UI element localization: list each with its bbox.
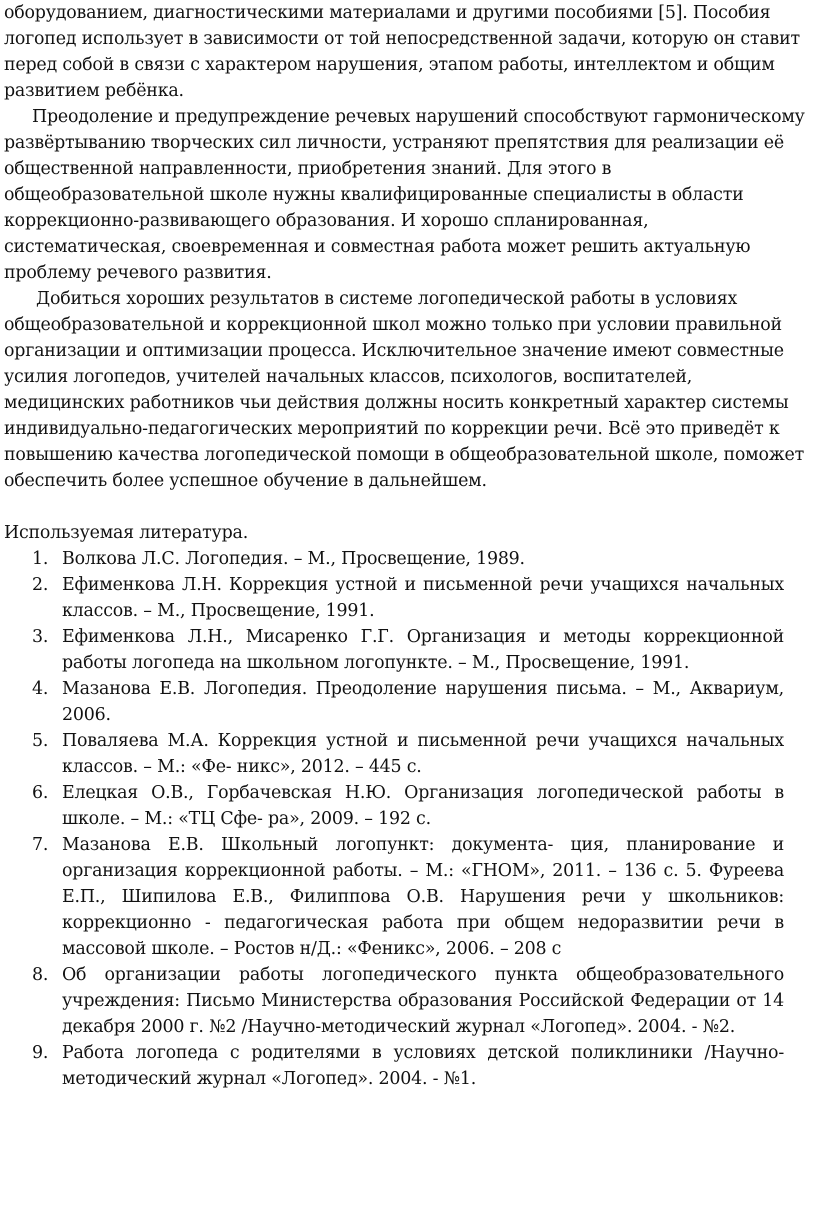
spacer: [4, 494, 812, 520]
literature-item-text: Елецкая О.В., Горбачевская Н.Ю. Организация логопедической работы в школе. – М.: «ТЦ Сфе- ра», 2009. – 192 с.: [62, 783, 784, 829]
literature-item: [4, 832, 812, 962]
body-paragraph-1: оборудованием, диагностическими материалами и другими пособиями [5]. Пособия логопед использует в зависимости от той непосредственной задачи, которую он ставит перед собой в связи с характером нарушения, этапом работы, интеллектом и общим развитием ребёнка.: [4, 3, 800, 101]
literature-list: [4, 546, 812, 1092]
literature-item: [4, 624, 812, 676]
literature-item: [4, 572, 812, 624]
body-paragraph-2: Преодоление и предупреждение речевых нарушений способствуют гармоническому развёртыванию творческих сил личности, устраняют препятствия для реализации её общественной направленности, приобретения знаний. Для этого в общеобразовательной школе нужны квалифицированные специалисты в области коррекционно-развивающего образования. И хорошо спланированная, систематическая, своевременная и совместная работа может решить актуальную проблему речевого развития.: [4, 107, 805, 283]
literature-item: [4, 1040, 812, 1092]
literature-item-number: 8.: [32, 965, 49, 985]
body-paragraph-3: Добиться хороших результатов в системе логопедической работы в условиях общеобразовательной и коррекционной школ можно только при условии правильной организации и оптимизации процесса. Исключительное значение имеют совместные усилия логопедов, учителей начальных классов, психологов, воспитателей, медицинских работников чьи действия должны носить конкретный характер системы индивидуально-педагогических мероприятий по коррекции речи. Всё это приведёт к повышению качества логопедической помощи в общеобразовательной школе, поможет обеспечить более успешное обучение в дальнейшем.: [4, 289, 805, 491]
literature-item-number: 1.: [32, 549, 49, 569]
literature-item-text: Волкова Л.С. Логопедия. – М., Просвещение, 1989.: [62, 549, 525, 569]
literature-item: [4, 676, 812, 728]
literature-item-text: Поваляева М.А. Коррекция устной и письменной речи учащихся начальных классов. – М.: «Фе- никс», 2012. – 445 с.: [62, 731, 784, 777]
literature-item-number: 2.: [32, 575, 49, 595]
literature-item-text: Ефименкова Л.Н. Коррекция устной и письменной речи учащихся начальных классов. – М., Просвещение, 1991.: [62, 575, 784, 621]
literature-item-text: Работа логопеда с родителями в условиях детской поликлиники /Научно-методический журнал «Логопед». 2004. - №1.: [62, 1043, 784, 1089]
literature-item-number: 3.: [32, 627, 49, 647]
literature-item-text: Мазанова Е.В. Школьный логопункт: документа- ция, планирование и организация коррекционной работы. – М.: «ГНОМ», 2011. – 136 с. 5. Фуреева Е.П., Шипилова Е.В., Филиппова О.В. Нарушения речи у школьников: коррекционно - педагогическая работа при общем недоразвитии речи в массовой школе. – Ростов н/Д.: «Феникс», 2006. – 208 с: [62, 835, 784, 959]
literature-item: [4, 546, 812, 572]
literature-item: [4, 728, 812, 780]
literature-item-text: Мазанова Е.В. Логопедия. Преодоление нарушения письма. – М., Аквариум, 2006.: [62, 679, 784, 725]
literature-item-text: Ефименкова Л.Н., Мисаренко Г.Г. Организация и методы коррекционной работы логопеда на школьном логопункте. – М., Просвещение, 1991.: [62, 627, 784, 673]
literature-item: [4, 962, 812, 1040]
literature-item-number: 9.: [32, 1043, 49, 1063]
literature-heading: Используемая литература.: [4, 523, 249, 543]
literature-item-number: 6.: [32, 783, 49, 803]
literature-item: [4, 780, 812, 832]
literature-item-number: 5.: [32, 731, 49, 751]
literature-item-text: Об организации работы логопедического пункта общеобразовательного учреждения: Письмо Министерства образования Российской Федерации от 14 декабря 2000 г. №2 /Научно-методический журнал «Логопед». 2004. - №2.: [62, 965, 784, 1037]
literature-item-number: 7.: [32, 835, 49, 855]
literature-item-number: 4.: [32, 679, 49, 699]
